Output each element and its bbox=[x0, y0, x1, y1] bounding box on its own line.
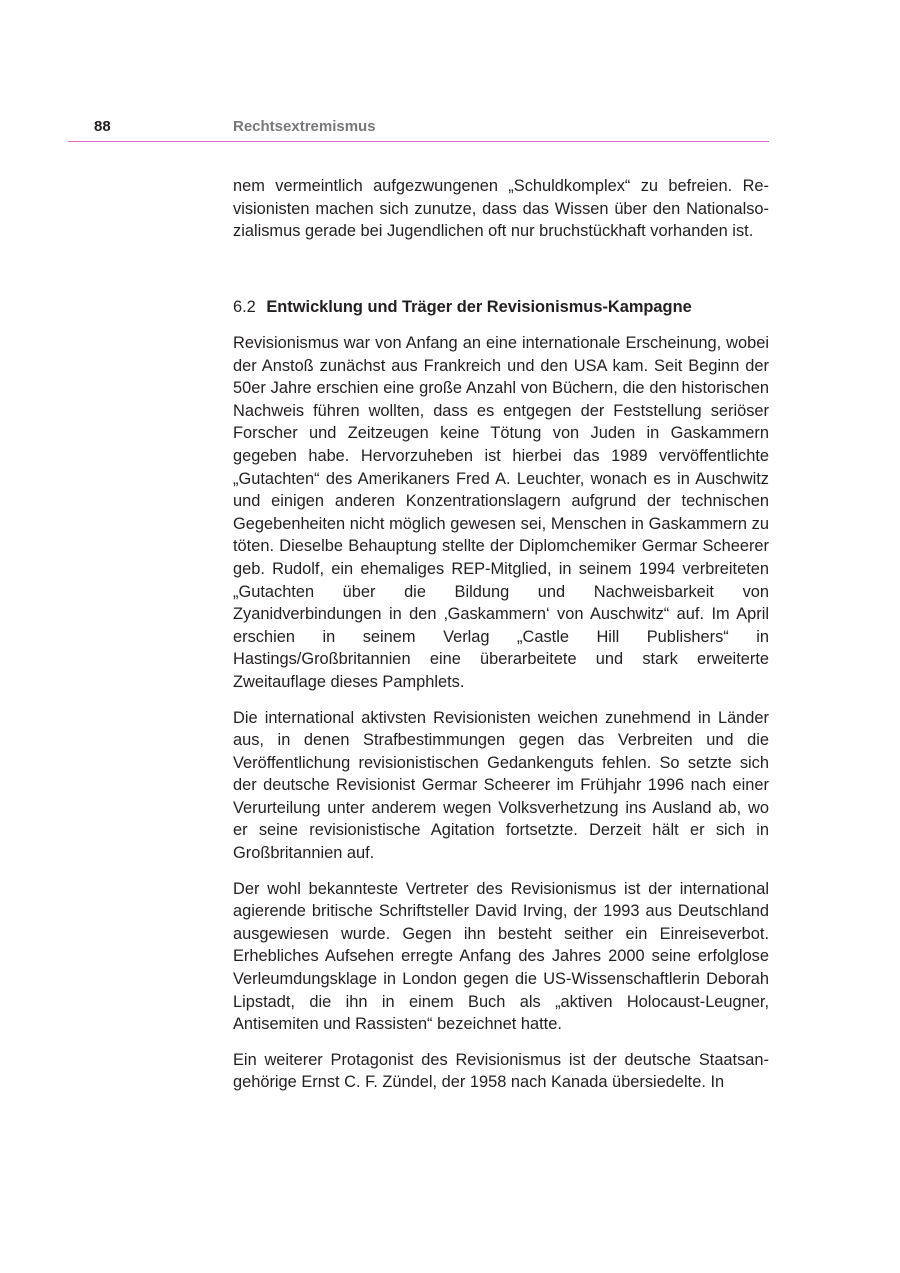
section-title: Entwicklung und Träger der Revisionismus-Kampagne bbox=[266, 298, 692, 316]
paragraph: Revisionismus war von Anfang an eine internationale Erscheinung, wobei der Anstoß zunächst aus Frankreich und den USA kam. Seit Beginn der 50er Jahre erschien eine große Anzahl von Büchern, die den historischen Nachweis führen wollten, dass es entgegen der Feststellung seriöser Forscher und Zeitzeugen keine Tötung von Juden in Gaskammern gegeben habe. Hervorzuheben ist hierbei das 1989 vervöffentlichte „Gutachten“ des Amerikaners Fred A. Leuchter, wonach es in Auschwitz und einigen anderen Konzentrationslagern aufgrund der technischen Gegebenheiten nicht möglich gewesen sei, Menschen in Gaskammern zu töten. Dieselbe Behauptung stellte der Diplomchemiker Germar Scheerer geb. Rudolf, ein ehemaliges REP-Mitglied, in seinem 1994 verbreiteten „Gutachten über die Bildung und Nachweisbarkeit von Zyanidverbindungen in den ‚Gaskammern‘ von Auschwitz“ auf. Im April erschien in seinem Verlag „Castle Hill Publishers“ in Hastings/Großbritannien eine überarbeitete und stark erweiterte Zweitauflage dieses Pamphlets. bbox=[233, 334, 769, 691]
paragraph: Ein weiterer Protagonist des Revisionismus ist der deutsche Staatsangehörige Ernst C. F. Zündel, der 1958 nach Kanada übersiedelte. In bbox=[233, 1050, 769, 1092]
section-heading bbox=[233, 296, 769, 318]
running-head: Rechtsextremismus bbox=[233, 118, 376, 135]
header-rule bbox=[68, 141, 769, 142]
intro-block bbox=[233, 175, 769, 256]
paragraph: Die international aktivsten Revisionisten weichen zunehmend in Länder aus, in denen Strafbestimmungen gegen das Verbreiten und die Veröffentlichung revisionistischen Gedankenguts fehlen. So setzte sich der deutsche Revisionist Germar Scheerer im Frühjahr 1996 nach einer Verurteilung unter anderem wegen Volksverhetzung ins Ausland ab, wo er seine revisionistische Agitation fortsetzte. Derzeit hält er sich in Großbritannien auf. bbox=[233, 708, 769, 863]
intro-paragraph: nem vermeintlich aufgezwungenen „Schuldkomplex“ zu befreien. Revisionisten machen sich zunutze, dass das Wissen über den Nationalsozialismus gerade bei Jugendlichen oft nur bruchstückhaft vorhanden ist. bbox=[233, 177, 769, 241]
page-number: 88 bbox=[94, 118, 111, 135]
section-number: 6.2 bbox=[233, 298, 256, 316]
paragraph: Der wohl bekannteste Vertreter des Revisionismus ist der international agierende britische Schriftsteller David Irving, der 1993 aus Deutschland ausgewiesen wurde. Gegen ihn besteht seither ein Einreiseverbot. Erhebliches Aufsehen erregte Anfang des Jahres 2000 seine erfolglose Verleumdungsklage in London gegen die US-Wissenschaftlerin Deborah Lipstadt, die ihn in einem Buch als „aktiven Holocaust-Leugner, Antisemiten und Rassisten“ bezeichnet hatte. bbox=[233, 879, 769, 1034]
section-6-2 bbox=[233, 296, 769, 1107]
